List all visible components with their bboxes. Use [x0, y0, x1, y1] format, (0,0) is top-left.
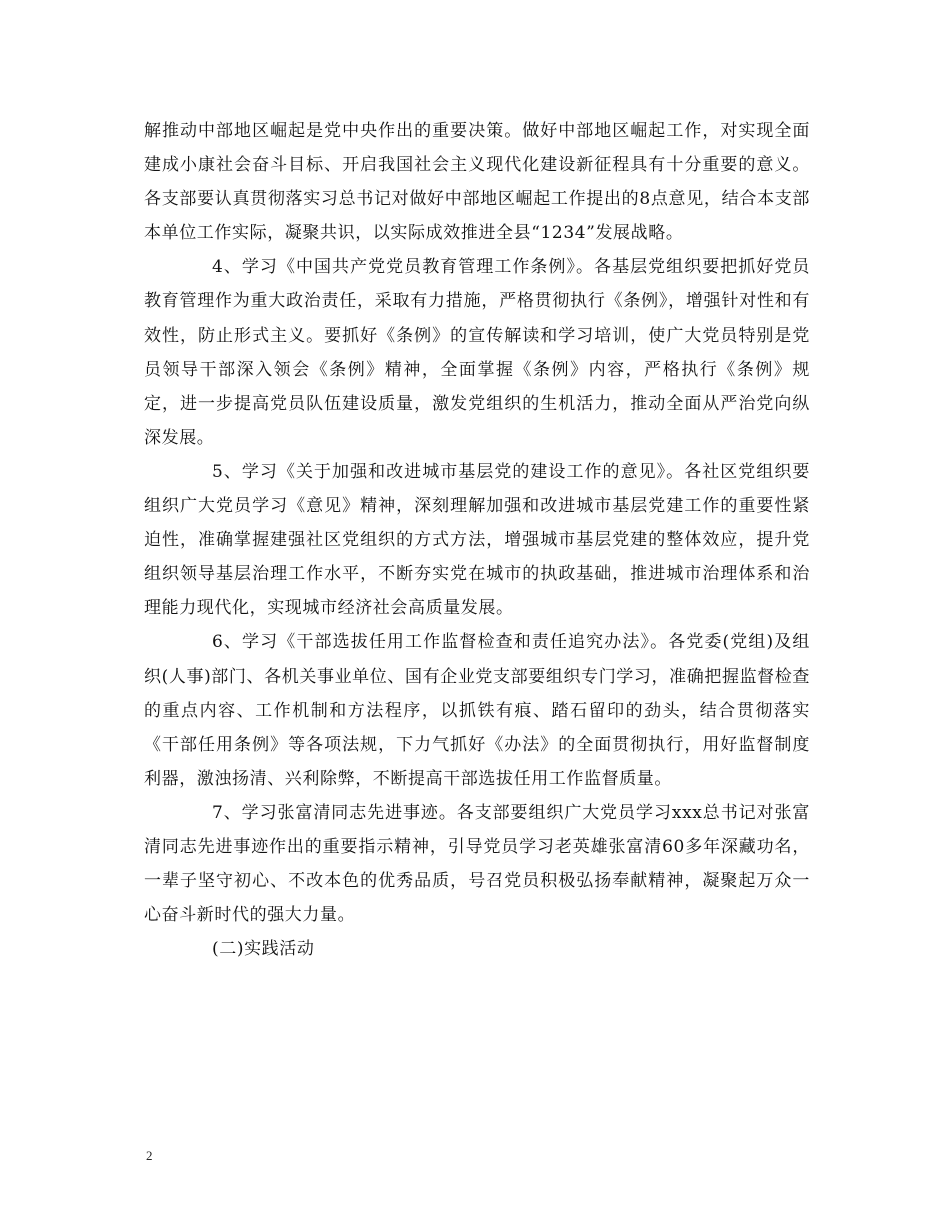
- page-number: 2: [146, 1148, 153, 1163]
- paragraph-item-6: 6、学习《干部选拔任用工作监督检查和责任追究办法》。各党委(党组)及组织(人事)部门、各机关事业单位、国有企业党支部要组织专门学习，准确把握监督检查的重点内容、工作机制和方法程序，以抓铁有痕、踏石留印的劲头，结合贯彻落实《干部任用条例》等各项法规，下力气抓好《办法》的全面贯彻执行，用好监督制度利器，激浊扬清、兴利除弊，不断提高干部选拔任用工作监督质量。: [144, 632, 810, 789]
- paragraph-item-5: 5、学习《关于加强和改进城市基层党的建设工作的意见》。各社区党组织要组织广大党员学习《意见》精神，深刻理解加强和改进城市基层党建工作的重要性紧迫性，准确掌握建强社区党组织的方式方法，增强城市基层党建的整体效应，提升党组织领导基层治理工作水平，不断夯实党在城市的执政基础，推进城市治理体系和治理能力现代化，实现城市经济社会高质量发展。: [144, 461, 810, 619]
- paragraph-item-4: 4、学习《中国共产党党员教育管理工作条例》。各基层党组织要把抓好党员教育管理作为重大政治责任，采取有力措施，严格贯彻执行《条例》，增强针对性和有效性，防止形式主义。要抓好《条例》的宣传解读和学习培训，使广大党员特别是党员领导干部深入领会《条例》精神，全面掌握《条例》内容，严格执行《条例》规定，进一步提高党员队伍建设质量，激发党组织的生机活力，推动全面从严治党向纵深发展。: [144, 257, 810, 448]
- section-heading-practice: (二)实践活动: [212, 939, 315, 960]
- paragraph-item-7: 7、学习张富清同志先进事迹。各支部要组织广大党员学习xxx总书记对张富清同志先进事迹作出的重要指示精神，引导党员学习老英雄张富清60多年深藏功名，一辈子坚守初心、不改本色的优秀品质，号召党员积极弘扬奉献精神，凝聚起万众一心奋斗新时代的强大力量。: [144, 802, 810, 926]
- document-body: [144, 114, 810, 966]
- paragraph-continuation: 解推动中部地区崛起是党中央作出的重要决策。做好中部地区崛起工作，对实现全面建成小康社会奋斗目标、开启我国社会主义现代化建设新征程具有十分重要的意义。各支部要认真贯彻落实习总书记对做好中部地区崛起工作提出的8点意见，结合本支部本单位工作实际，凝聚共识，以实际成效推进全县“1234”发展战略。: [144, 121, 810, 244]
